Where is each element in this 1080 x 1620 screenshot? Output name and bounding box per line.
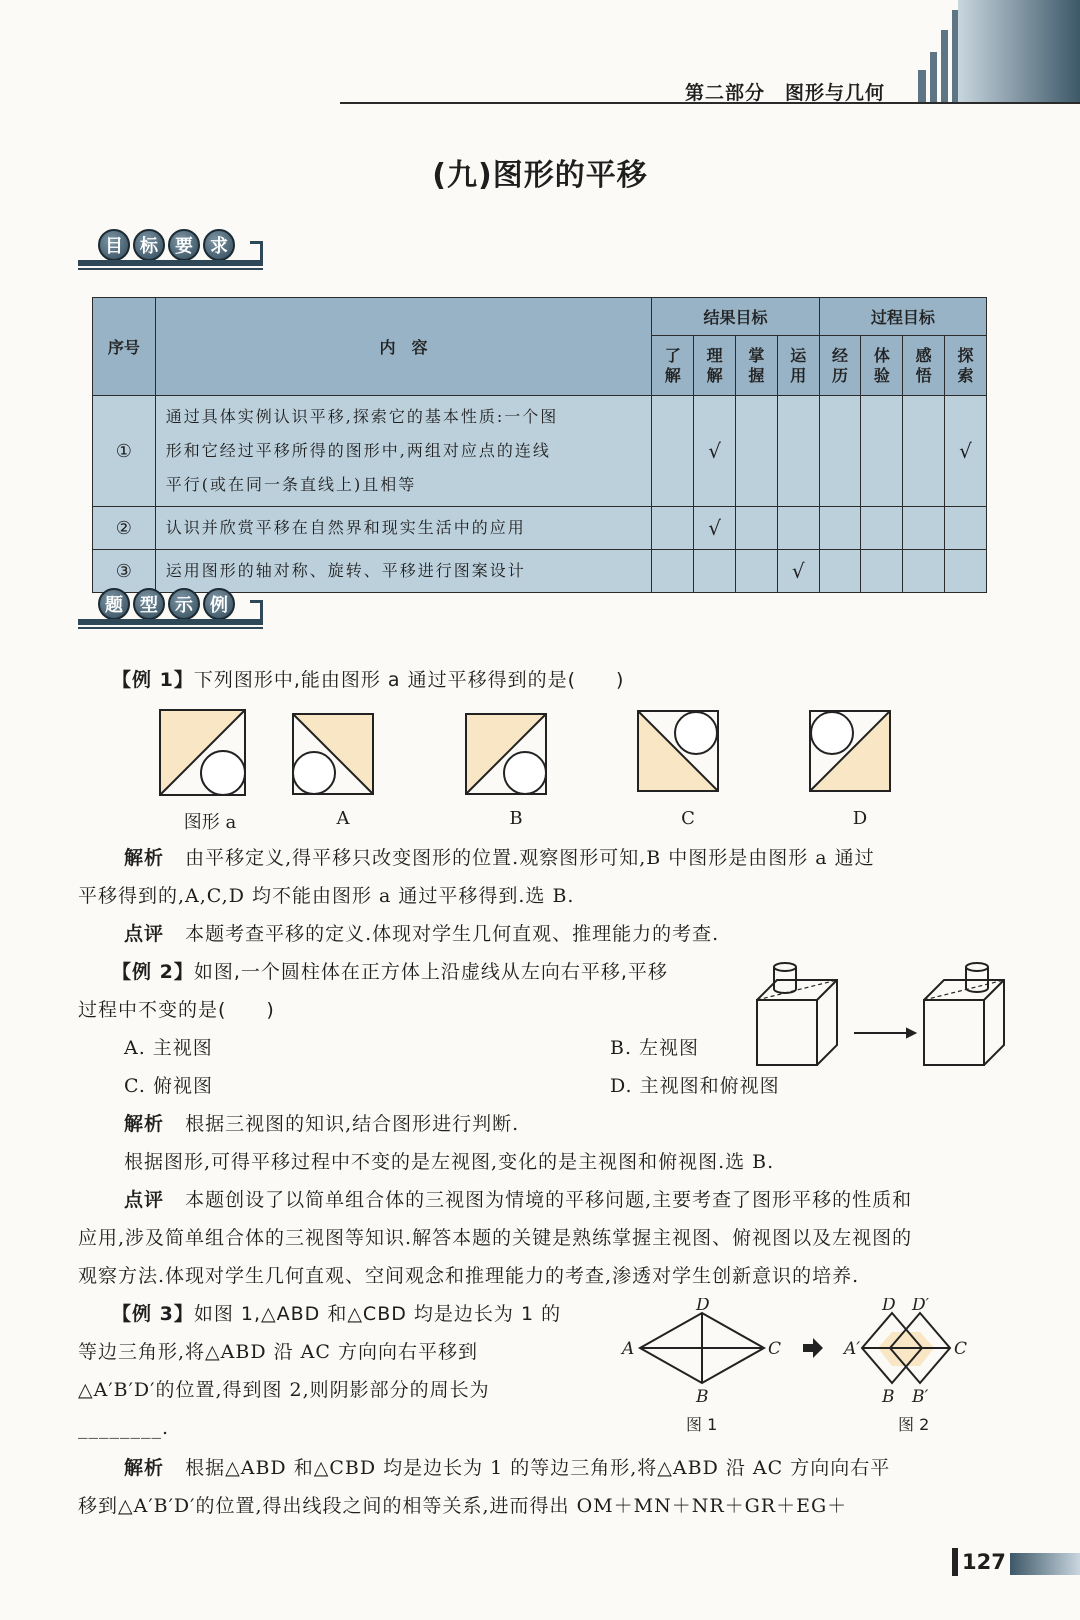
section-badge-goals — [78, 226, 263, 270]
fig2-label-d: D — [882, 1298, 896, 1315]
col-index-header: 序号 — [93, 298, 156, 396]
page-number-stripe — [1010, 1553, 1080, 1575]
row-mark: √ — [694, 396, 736, 507]
row-content — [155, 396, 652, 507]
ex2-question-line1: 【例 2】如图,一个圆柱体在正方体上沿虚线从左向右平移,平移 — [112, 961, 668, 983]
badge-char: 标 — [133, 229, 165, 261]
figure-option-c — [638, 711, 718, 791]
row-mark — [945, 507, 987, 550]
row-mark — [903, 507, 945, 550]
ex1-figures — [150, 705, 930, 805]
ex2-question-line2: 过程中不变的是( ) — [78, 999, 275, 1021]
row-mark — [945, 550, 987, 593]
col-content-header: 内 容 — [155, 298, 652, 396]
subcol-header: 体 验 — [861, 336, 903, 396]
ex2-option-d: D. 主视图和俯视图 — [610, 1075, 780, 1097]
row-mark — [694, 550, 736, 593]
ex2-comment-line1: 点评 本题创设了以简单组合体的三视图为情境的平移问题,主要考查了图形平移的性质和 — [124, 1189, 913, 1211]
row-index: ② — [93, 507, 156, 550]
header-stripes — [918, 0, 1080, 102]
ex3-question-line1: 【例 3】如图 1,△ABD 和△CBD 均是边长为 1 的 — [112, 1303, 562, 1325]
ex3-rhombus-figures — [620, 1298, 1000, 1433]
fig1-caption: 图 1 — [686, 1415, 718, 1433]
fig2-label-b2: B′ — [912, 1387, 929, 1407]
subcol-header: 运 用 — [777, 336, 819, 396]
row-mark — [861, 550, 903, 593]
group-process-header: 过程目标 — [819, 298, 986, 336]
page-number-bar — [952, 1548, 958, 1576]
subcol-header: 探 索 — [945, 336, 987, 396]
fig2-caption: 图 2 — [898, 1415, 930, 1433]
figure-option-b — [466, 714, 546, 794]
row-mark — [819, 396, 861, 507]
caption-b: B — [509, 808, 523, 829]
row-content-line: 运用图形的轴对称、旋转、平移进行图案设计 — [165, 561, 526, 580]
subcol-header: 经 历 — [819, 336, 861, 396]
ex2-comment-line3: 观察方法.体现对学生几何直观、空间观念和推理能力的考查,渗透对学生创新意识的培养. — [78, 1265, 860, 1287]
badge-char: 目 — [98, 229, 130, 261]
goals-body — [93, 396, 987, 593]
ex3-question-line4: ________. — [78, 1417, 170, 1439]
row-content-line: 通过具体实例认识平移,探索它的基本性质:一个图 — [165, 407, 559, 426]
fig1-label-c: C — [768, 1339, 782, 1359]
row-mark — [861, 507, 903, 550]
page-number: 127 — [962, 1550, 1006, 1574]
subcol-header: 感 悟 — [903, 336, 945, 396]
fig1-label-b: B — [696, 1387, 709, 1407]
ex2-comment-line2: 应用,涉及简单组合体的三视图等知识.解答本题的关键是熟练掌握主视图、俯视图以及左视图的 — [78, 1227, 913, 1249]
fig2-label-a: A′ — [844, 1339, 861, 1359]
page-title: (九)图形的平移 — [432, 158, 648, 193]
row-mark — [736, 396, 778, 507]
caption-a: A — [336, 808, 350, 829]
header-part-title: 第二部分 图形与几何 — [684, 82, 885, 104]
fig1-label-d: D — [696, 1298, 710, 1315]
row-mark — [819, 507, 861, 550]
caption-c: C — [681, 808, 695, 829]
group-result-header: 结果目标 — [652, 298, 819, 336]
ex2-option-b: B. 左视图 — [610, 1037, 700, 1059]
fig2-label-d2: D′ — [912, 1298, 930, 1315]
row-mark — [652, 550, 694, 593]
ex1-question: 【例 1】下列图形中,能由图形 a 通过平移得到的是( ) — [112, 669, 625, 691]
badge-char: 例 — [203, 588, 235, 620]
ex1-analysis-line1: 解析 由平移定义,得平移只改变图形的位置.观察图形可知,B 中图形是由图形 a 通过 — [124, 847, 875, 869]
row-content — [155, 507, 652, 550]
ex3-question-line3: △A′B′D′的位置,得到图 2,则阴影部分的周长为 — [78, 1379, 490, 1401]
ex2-cube-figure — [752, 955, 1012, 1073]
row-mark — [819, 550, 861, 593]
row-mark — [652, 396, 694, 507]
subcol-header: 了 解 — [652, 336, 694, 396]
row-mark — [736, 550, 778, 593]
row-mark: √ — [777, 550, 819, 593]
row-mark — [777, 396, 819, 507]
ex2-option-a: A. 主视图 — [124, 1037, 213, 1059]
row-mark — [777, 507, 819, 550]
figure-option-a — [293, 714, 373, 794]
ex2-option-c: C. 俯视图 — [124, 1075, 213, 1097]
row-index: ① — [93, 396, 156, 507]
ex3-analysis-line1: 解析 根据△ABD 和△CBD 均是边长为 1 的等边三角形,将△ABD 沿 AC 方向向右平 — [124, 1457, 891, 1479]
badge-char: 题 — [98, 588, 130, 620]
ex1-comment: 点评 本题考查平移的定义.体现对学生几何直观、推理能力的考查. — [124, 923, 720, 945]
badge-char: 型 — [133, 588, 165, 620]
fig2-label-b: B — [882, 1387, 895, 1407]
ex3-analysis-line2: 移到△A′B′D′的位置,得出线段之间的相等关系,进而得出 OM＋MN＋NR＋GR＋EG＋ — [78, 1495, 848, 1517]
ex2-analysis-line1: 解析 根据三视图的知识,结合图形进行判断. — [124, 1113, 520, 1135]
fig2-label-c: C — [954, 1339, 968, 1359]
badge-char: 求 — [203, 229, 235, 261]
subcol-header: 掌 握 — [736, 336, 778, 396]
badge-char: 要 — [168, 229, 200, 261]
row-mark: √ — [694, 507, 736, 550]
row-content-line: 平行(或在同一条直线上)且相等 — [165, 475, 417, 494]
row-mark — [903, 550, 945, 593]
subcol-header: 理 解 — [694, 336, 736, 396]
table-row — [93, 396, 987, 507]
caption-d: D — [852, 808, 868, 829]
row-content-line: 认识并欣赏平移在自然界和现实生活中的应用 — [165, 518, 526, 537]
figure-a — [160, 710, 245, 795]
row-mark — [736, 507, 778, 550]
row-mark — [861, 396, 903, 507]
row-mark — [652, 507, 694, 550]
figure-option-d — [810, 711, 890, 791]
ex2-analysis-line2: 根据图形,可得平移过程中不变的是左视图,变化的是主视图和俯视图.选 B. — [124, 1151, 775, 1173]
row-index: ③ — [93, 550, 156, 593]
goals-table — [92, 297, 987, 593]
section-badge-examples — [78, 585, 263, 629]
row-mark — [903, 396, 945, 507]
ex1-analysis-line2: 平移得到的,A,C,D 均不能由图形 a 通过平移得到.选 B. — [78, 885, 575, 907]
badge-char: 示 — [168, 588, 200, 620]
row-mark: √ — [945, 396, 987, 507]
row-content-line: 形和它经过平移所得的图形中,两组对应点的连线 — [165, 441, 551, 460]
table-row — [93, 507, 987, 550]
ex3-question-line2: 等边三角形,将△ABD 沿 AC 方向向右平移到 — [78, 1341, 478, 1363]
caption-figure-a: 图形 a — [183, 812, 237, 833]
fig1-label-a: A — [622, 1339, 635, 1359]
